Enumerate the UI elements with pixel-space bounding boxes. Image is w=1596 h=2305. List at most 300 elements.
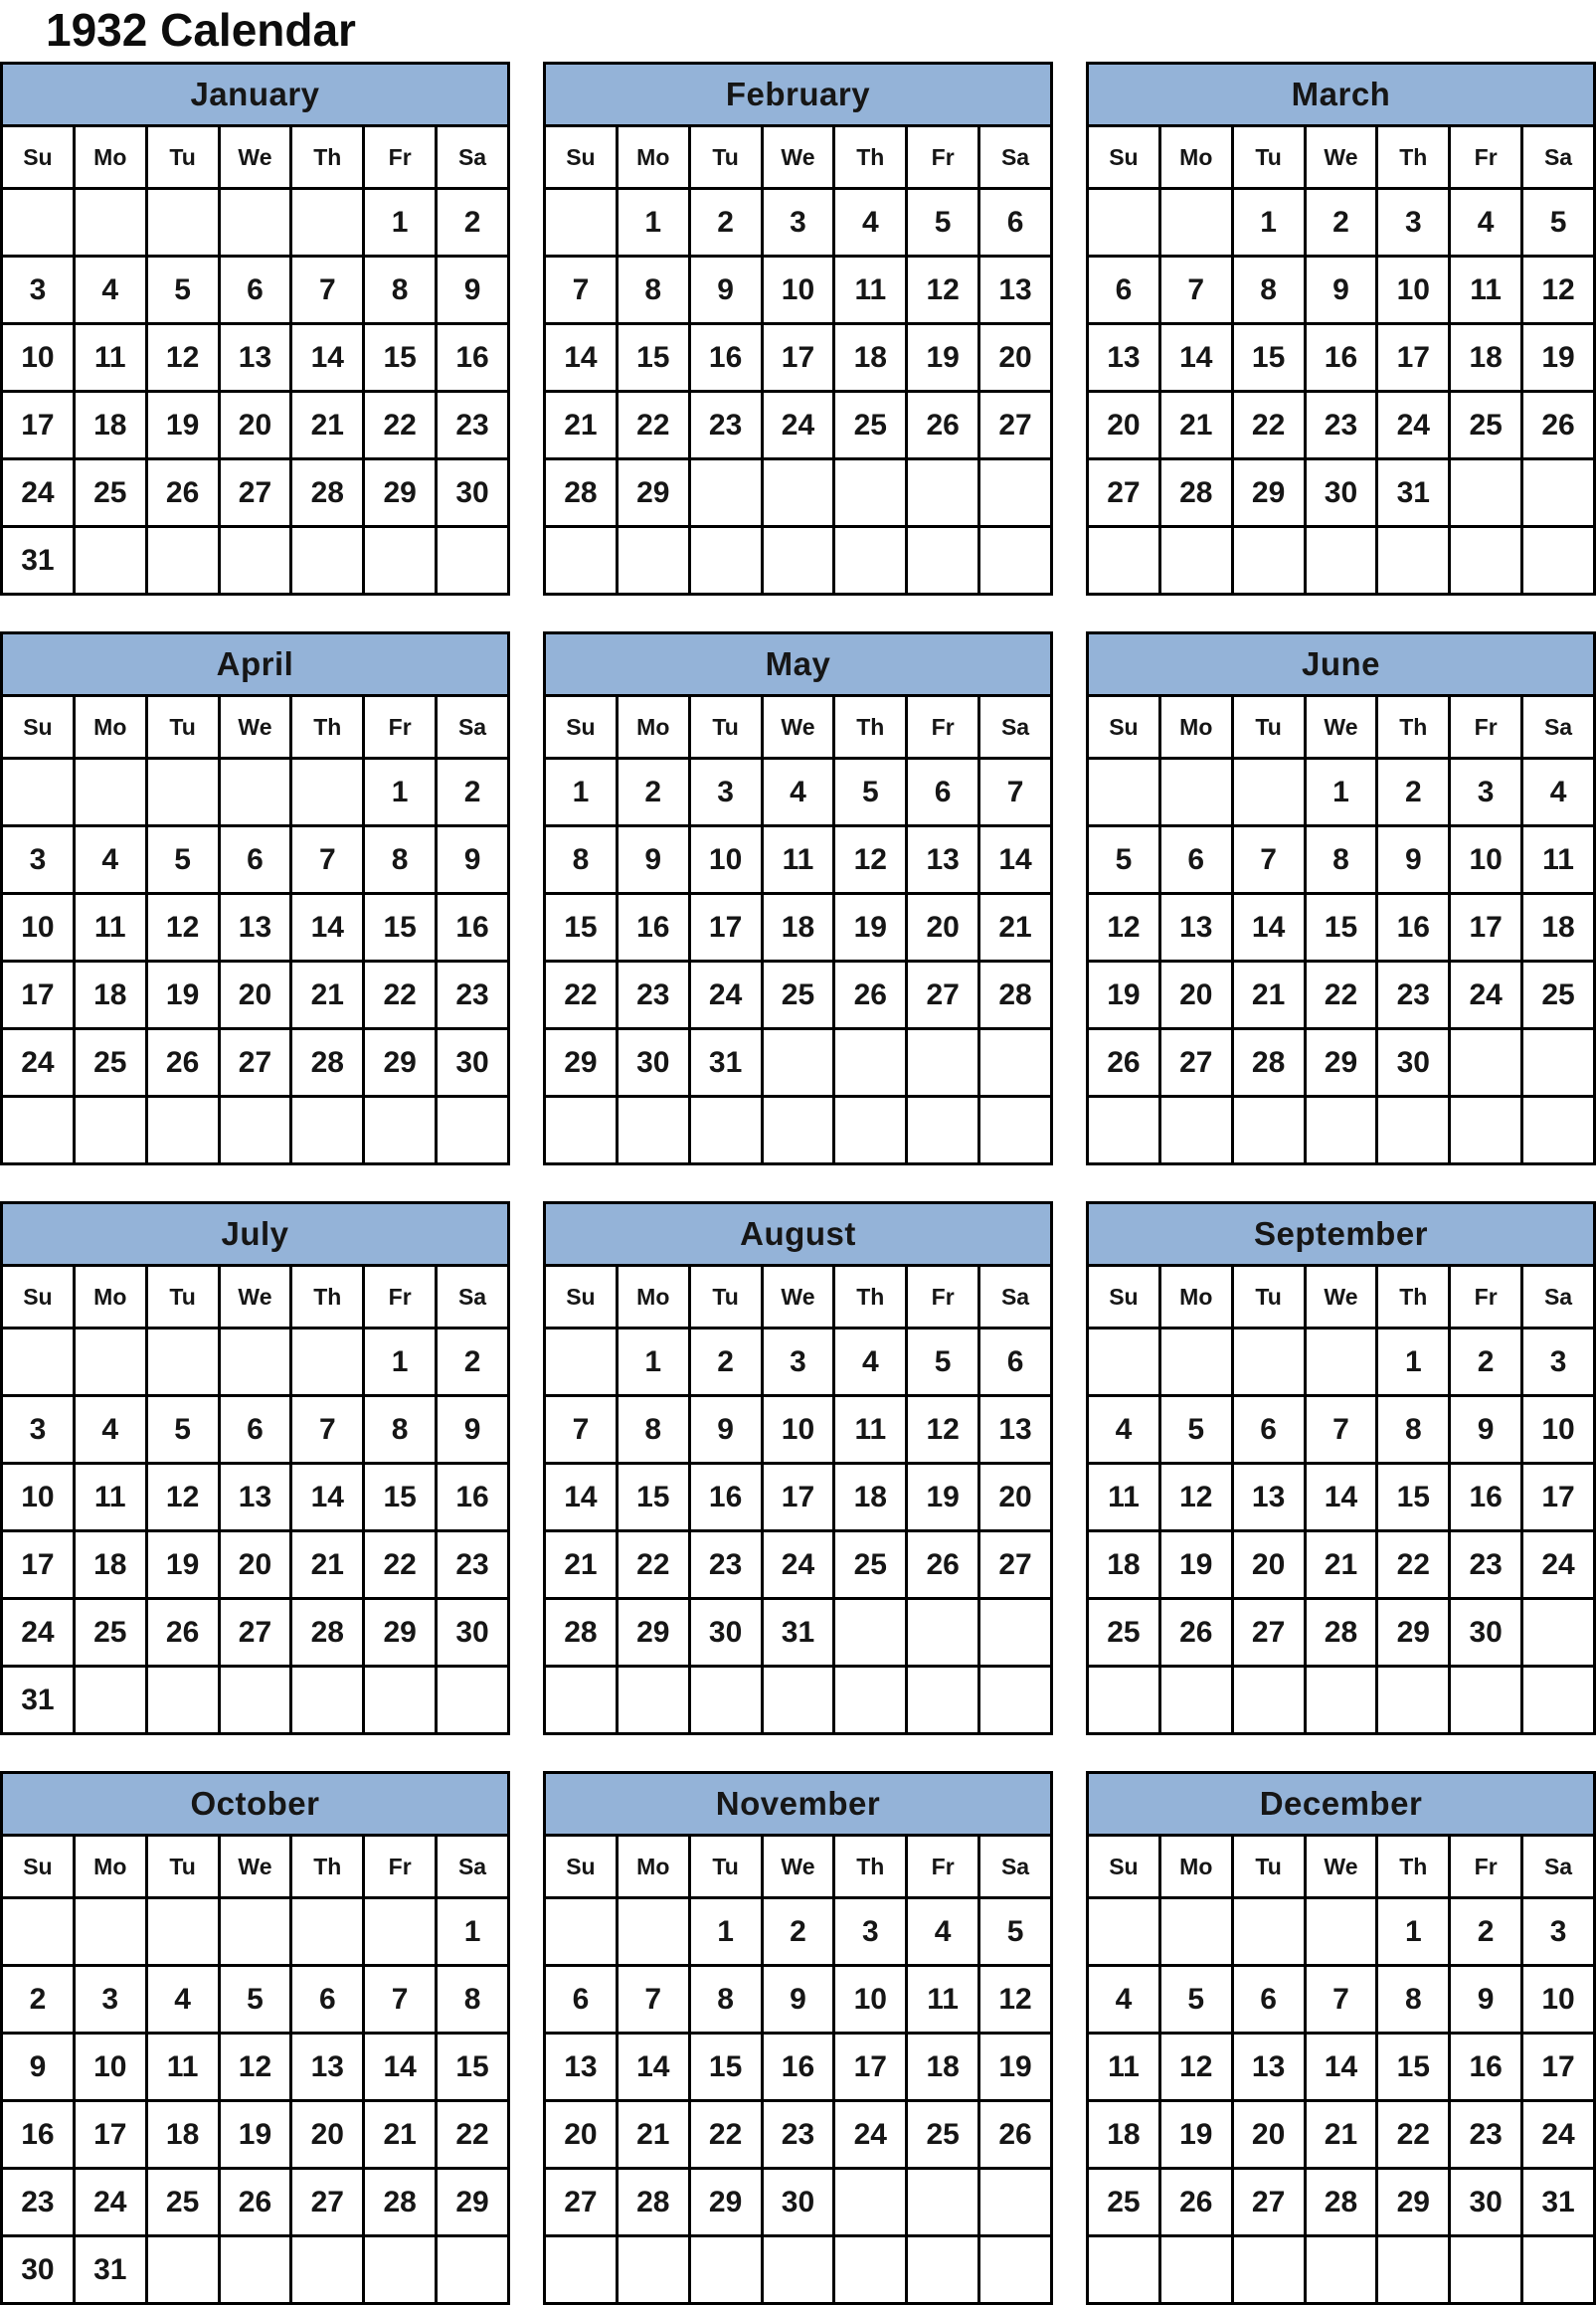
week-row [545,324,1052,392]
day-cell-empty [617,1898,689,1966]
day-cell: 2 [437,189,509,257]
day-header-we: We [762,1266,834,1329]
day-cell-empty [1088,1898,1160,1966]
day-cell-empty [1159,1667,1232,1734]
month-title-october: October [2,1773,509,1836]
day-header-tu: Tu [146,1266,219,1329]
day-header-tu: Tu [146,1836,219,1898]
day-header-row [2,696,509,759]
month-november [543,1771,1053,2305]
day-cell: 22 [689,2101,762,2169]
day-cell-empty [74,1097,146,1164]
day-cell: 21 [1305,1531,1377,1599]
day-cell: 28 [545,459,618,527]
day-cell-empty [1088,1667,1160,1734]
day-cell: 23 [1305,392,1377,459]
day-cell: 8 [364,257,437,324]
day-cell: 10 [2,1464,75,1531]
day-cell: 21 [364,2101,437,2169]
day-cell: 3 [762,189,834,257]
week-row [2,324,509,392]
day-cell-empty [545,1097,618,1164]
day-cell: 6 [1159,826,1232,894]
day-header-th: Th [1377,126,1450,189]
week-row [545,1396,1052,1464]
day-cell: 11 [146,2034,219,2101]
week-row [2,759,509,826]
day-cell: 14 [291,894,364,962]
day-cell-empty [834,527,907,595]
day-header-fr: Fr [907,696,979,759]
day-cell-empty [617,1097,689,1164]
day-cell: 18 [907,2034,979,2101]
day-cell: 11 [74,1464,146,1531]
day-cell-empty [291,189,364,257]
day-cell: 6 [979,189,1052,257]
day-cell-empty [219,189,291,257]
day-cell: 9 [762,1966,834,2034]
day-cell: 10 [762,1396,834,1464]
day-header-sa: Sa [1522,126,1595,189]
day-cell: 4 [834,189,907,257]
week-row [2,1898,509,1966]
day-cell: 30 [689,1599,762,1667]
day-cell: 7 [545,1396,618,1464]
month-title-june: June [1088,633,1595,696]
week-row [1088,392,1595,459]
day-cell: 8 [1377,1966,1450,2034]
day-header-th: Th [1377,1836,1450,1898]
day-cell: 30 [1377,1029,1450,1097]
day-cell-empty [1088,1097,1160,1164]
week-row [545,759,1052,826]
day-cell-empty [1232,1667,1305,1734]
day-header-su: Su [2,696,75,759]
day-cell: 2 [762,1898,834,1966]
day-cell: 25 [1450,392,1522,459]
day-cell: 16 [437,324,509,392]
day-cell: 6 [291,1966,364,2034]
day-cell: 19 [979,2034,1052,2101]
day-cell: 27 [545,2169,618,2236]
day-cell-empty [1305,1329,1377,1396]
week-row [1088,324,1595,392]
day-cell: 7 [1232,826,1305,894]
day-cell: 4 [1088,1966,1160,2034]
day-cell: 10 [762,257,834,324]
day-cell: 3 [834,1898,907,1966]
day-cell-empty [2,1329,75,1396]
day-cell: 29 [364,1599,437,1667]
day-cell: 8 [1232,257,1305,324]
day-cell-empty [364,527,437,595]
day-header-su: Su [545,1836,618,1898]
day-header-fr: Fr [364,1836,437,1898]
day-cell: 18 [1450,324,1522,392]
day-header-tu: Tu [1232,126,1305,189]
day-cell: 9 [437,826,509,894]
day-cell: 8 [1305,826,1377,894]
week-row [1088,759,1595,826]
day-header-su: Su [545,1266,618,1329]
week-row [545,392,1052,459]
month-october [0,1771,510,2305]
day-cell: 13 [1232,2034,1305,2101]
day-cell: 20 [1159,962,1232,1029]
day-cell-empty [689,527,762,595]
week-row [2,189,509,257]
day-cell: 7 [979,759,1052,826]
week-row [1088,1667,1595,1734]
day-header-sa: Sa [979,1266,1052,1329]
day-header-fr: Fr [364,696,437,759]
day-cell-empty [146,527,219,595]
day-cell: 24 [834,2101,907,2169]
day-cell-empty [364,1667,437,1734]
day-cell: 13 [1232,1464,1305,1531]
day-cell: 4 [74,826,146,894]
day-cell: 3 [1450,759,1522,826]
day-cell-empty [1305,1667,1377,1734]
day-cell: 19 [907,1464,979,1531]
day-cell: 23 [437,392,509,459]
day-cell: 17 [74,2101,146,2169]
day-cell: 19 [146,1531,219,1599]
day-cell: 2 [437,759,509,826]
day-cell: 6 [219,257,291,324]
day-cell: 6 [1232,1396,1305,1464]
day-cell-empty [1377,2236,1450,2304]
day-cell: 9 [689,1396,762,1464]
day-cell-empty [291,527,364,595]
day-cell-empty [907,2169,979,2236]
day-cell: 27 [979,392,1052,459]
week-row [1088,459,1595,527]
day-cell-empty [834,2236,907,2304]
day-cell: 15 [364,894,437,962]
day-cell: 4 [762,759,834,826]
day-header-th: Th [1377,1266,1450,1329]
day-cell: 31 [74,2236,146,2304]
day-cell: 28 [1159,459,1232,527]
day-cell: 29 [1232,459,1305,527]
day-cell: 30 [437,1029,509,1097]
page-title: 1932 Calendar [46,4,356,56]
day-cell: 15 [437,2034,509,2101]
day-cell: 14 [1232,894,1305,962]
day-cell-empty [2,759,75,826]
day-cell-empty [907,1029,979,1097]
day-cell-empty [146,1097,219,1164]
month-title-september: September [1088,1203,1595,1266]
day-cell: 13 [1159,894,1232,962]
day-cell: 14 [1159,324,1232,392]
day-cell: 8 [689,1966,762,2034]
day-cell: 27 [1232,2169,1305,2236]
day-cell: 22 [617,392,689,459]
day-cell: 9 [437,1396,509,1464]
day-cell: 17 [689,894,762,962]
day-header-sa: Sa [1522,1266,1595,1329]
day-header-fr: Fr [364,126,437,189]
day-cell: 7 [291,826,364,894]
day-cell-empty [689,1097,762,1164]
day-cell-empty [979,1097,1052,1164]
day-cell-empty [834,2169,907,2236]
day-cell: 1 [1232,189,1305,257]
day-header-sa: Sa [979,696,1052,759]
week-row [2,1029,509,1097]
month-title-december: December [1088,1773,1595,1836]
day-cell: 22 [1232,392,1305,459]
day-cell: 12 [1088,894,1160,962]
week-row [545,894,1052,962]
month-title-may: May [545,633,1052,696]
day-header-fr: Fr [1450,696,1522,759]
day-cell: 15 [1377,1464,1450,1531]
month-december [1086,1771,1596,2305]
day-header-su: Su [1088,1836,1160,1898]
month-title-august: August [545,1203,1052,1266]
day-header-th: Th [834,126,907,189]
day-cell: 19 [146,962,219,1029]
day-header-tu: Tu [1232,696,1305,759]
day-cell: 21 [545,392,618,459]
day-header-tu: Tu [689,1836,762,1898]
day-cell-empty [834,459,907,527]
day-cell: 16 [2,2101,75,2169]
day-cell: 13 [979,1396,1052,1464]
day-cell: 23 [689,1531,762,1599]
day-cell: 5 [834,759,907,826]
day-header-we: We [1305,126,1377,189]
day-cell: 12 [979,1966,1052,2034]
day-header-mo: Mo [617,696,689,759]
day-cell: 28 [545,1599,618,1667]
day-cell: 22 [545,962,618,1029]
day-cell: 18 [74,1531,146,1599]
day-cell: 24 [689,962,762,1029]
day-cell: 19 [907,324,979,392]
day-cell: 9 [1450,1396,1522,1464]
day-cell: 27 [291,2169,364,2236]
day-cell-empty [291,2236,364,2304]
day-cell: 25 [1522,962,1595,1029]
day-header-th: Th [834,1836,907,1898]
day-cell: 31 [2,527,75,595]
week-row [1088,1898,1595,1966]
day-header-row [545,1836,1052,1898]
week-row [545,459,1052,527]
day-cell: 28 [617,2169,689,2236]
day-cell-empty [617,2236,689,2304]
day-cell: 1 [1305,759,1377,826]
day-cell: 17 [1522,1464,1595,1531]
day-cell-empty [545,189,618,257]
day-cell: 31 [1377,459,1450,527]
day-cell: 23 [1377,962,1450,1029]
day-cell: 29 [617,459,689,527]
week-row [2,962,509,1029]
day-cell: 9 [1305,257,1377,324]
day-cell: 15 [1377,2034,1450,2101]
day-cell-empty [1522,527,1595,595]
day-cell: 7 [1305,1396,1377,1464]
day-cell-empty [219,2236,291,2304]
day-cell: 29 [364,459,437,527]
day-header-we: We [1305,696,1377,759]
day-cell: 16 [1377,894,1450,962]
week-row [2,257,509,324]
day-header-row [545,696,1052,759]
day-cell: 9 [617,826,689,894]
day-header-su: Su [2,126,75,189]
day-cell: 8 [364,826,437,894]
month-april [0,631,510,1165]
day-cell-empty [1305,1898,1377,1966]
day-cell: 4 [146,1966,219,2034]
day-header-su: Su [1088,1266,1160,1329]
day-cell: 2 [1377,759,1450,826]
day-cell-empty [1450,459,1522,527]
day-cell-empty [2,1898,75,1966]
day-cell: 7 [364,1966,437,2034]
month-title-january: January [2,64,509,126]
day-cell: 15 [689,2034,762,2101]
day-cell: 7 [291,257,364,324]
day-cell: 12 [1522,257,1595,324]
day-cell-empty [219,1097,291,1164]
day-cell: 8 [364,1396,437,1464]
day-header-fr: Fr [907,1266,979,1329]
day-cell: 18 [1522,894,1595,962]
day-cell: 21 [291,962,364,1029]
day-cell-empty [979,2169,1052,2236]
day-cell-empty [1232,1097,1305,1164]
day-cell: 4 [74,1396,146,1464]
day-header-we: We [219,696,291,759]
day-cell-empty [762,527,834,595]
day-header-mo: Mo [1159,126,1232,189]
day-cell-empty [74,1667,146,1734]
day-cell-empty [617,527,689,595]
day-cell: 28 [1305,1599,1377,1667]
day-cell-empty [762,1667,834,1734]
day-cell: 23 [437,1531,509,1599]
day-cell-empty [689,459,762,527]
month-july [0,1201,510,1735]
day-cell: 9 [689,257,762,324]
day-header-mo: Mo [617,1266,689,1329]
day-cell: 7 [545,257,618,324]
week-row [545,1667,1052,1734]
week-row [545,1329,1052,1396]
day-cell: 29 [545,1029,618,1097]
calendar-grid [0,62,1596,2305]
day-cell: 19 [834,894,907,962]
day-cell: 28 [979,962,1052,1029]
week-row [545,257,1052,324]
week-row [545,1029,1052,1097]
month-june [1086,631,1596,1165]
day-cell: 13 [219,1464,291,1531]
week-row [2,1667,509,1734]
month-march [1086,62,1596,596]
day-cell-empty [1450,2236,1522,2304]
day-cell: 22 [364,392,437,459]
day-cell: 16 [689,1464,762,1531]
day-cell-empty [291,1667,364,1734]
day-cell: 1 [1377,1329,1450,1396]
day-cell: 15 [364,1464,437,1531]
day-header-row [1088,126,1595,189]
day-cell: 23 [762,2101,834,2169]
day-cell: 3 [1377,189,1450,257]
day-cell: 20 [907,894,979,962]
day-cell-empty [1377,527,1450,595]
month-title-february: February [545,64,1052,126]
day-cell: 26 [219,2169,291,2236]
day-cell-empty [74,527,146,595]
day-header-mo: Mo [74,126,146,189]
day-header-row [1088,696,1595,759]
day-cell: 22 [617,1531,689,1599]
day-cell: 20 [1232,1531,1305,1599]
day-cell: 5 [146,257,219,324]
day-cell: 2 [1450,1329,1522,1396]
day-cell-empty [979,1029,1052,1097]
day-cell-empty [1305,527,1377,595]
day-header-mo: Mo [1159,696,1232,759]
day-cell: 22 [437,2101,509,2169]
day-header-sa: Sa [979,1836,1052,1898]
day-cell: 10 [1450,826,1522,894]
day-cell: 30 [1450,2169,1522,2236]
day-cell-empty [437,2236,509,2304]
day-header-fr: Fr [907,1836,979,1898]
day-header-su: Su [545,126,618,189]
day-cell: 5 [1159,1396,1232,1464]
day-cell: 19 [1159,2101,1232,2169]
day-header-sa: Sa [437,126,509,189]
day-cell-empty [907,527,979,595]
week-row [1088,1966,1595,2034]
day-cell: 11 [762,826,834,894]
day-cell: 25 [834,1531,907,1599]
day-cell: 30 [617,1029,689,1097]
month-title-march: March [1088,64,1595,126]
week-row [545,1464,1052,1531]
day-header-mo: Mo [617,126,689,189]
day-cell: 21 [291,1531,364,1599]
day-cell: 15 [364,324,437,392]
day-cell-empty [219,759,291,826]
day-cell: 14 [1305,1464,1377,1531]
day-cell: 27 [979,1531,1052,1599]
day-cell-empty [1305,2236,1377,2304]
day-cell-empty [291,759,364,826]
day-cell: 29 [1377,1599,1450,1667]
week-row [545,2101,1052,2169]
month-title-july: July [2,1203,509,1266]
day-header-mo: Mo [74,696,146,759]
day-header-we: We [219,1836,291,1898]
day-cell: 9 [2,2034,75,2101]
week-row [2,826,509,894]
day-cell: 6 [979,1329,1052,1396]
day-cell-empty [545,1898,618,1966]
day-cell: 13 [979,257,1052,324]
